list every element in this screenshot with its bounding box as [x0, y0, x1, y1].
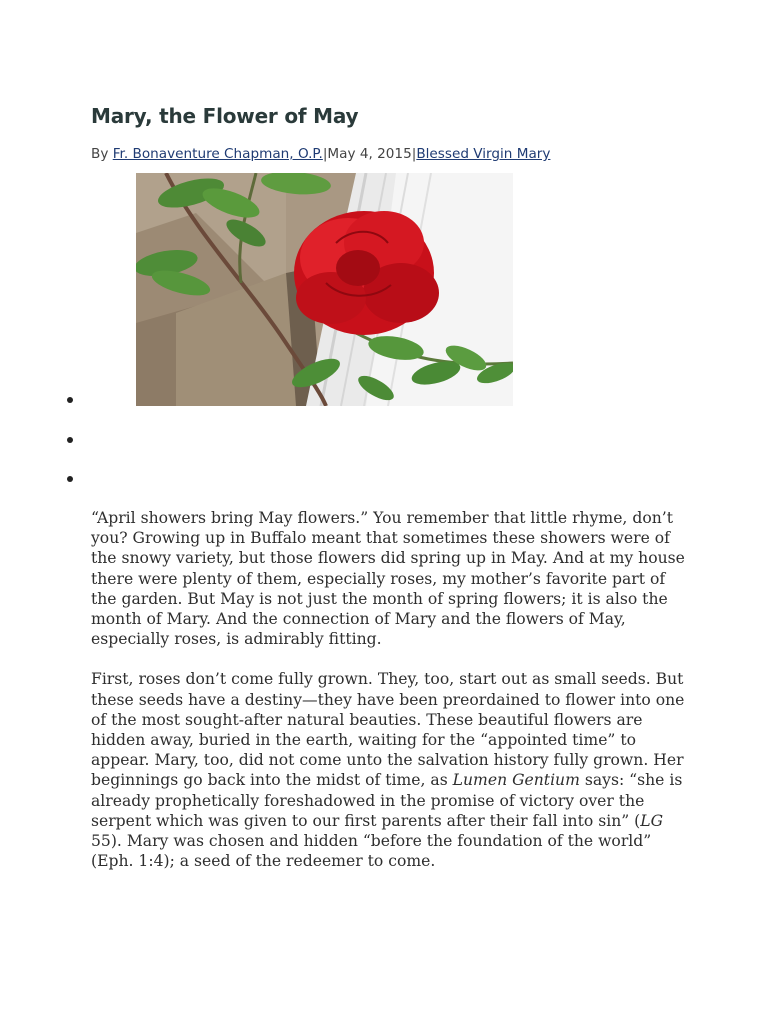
share-item[interactable]	[60, 428, 100, 468]
byline	[91, 146, 550, 162]
byline-separator: |	[411, 146, 417, 162]
share-item[interactable]	[60, 388, 100, 428]
paragraph	[91, 669, 691, 871]
article-body	[91, 508, 691, 891]
bullet-marker	[67, 397, 73, 403]
share-item[interactable]	[60, 467, 100, 507]
italic-citation: LG	[640, 811, 664, 830]
byline-prefix: By	[91, 146, 113, 162]
paragraph: “April showers bring May flowers.” You remember that little rhyme, don’t you? Growing up in Buffalo meant that sometimes these showers were of the snowy variety, but those flowers did spring up in May. And at my house there were plenty of them, especially roses, my mother’s favorite part of the garden. But May is not just the month of spring flowers; it is also the month of Mary. And the connection of Mary and the flowers of May, especially roses, is admirably fitting.	[91, 509, 685, 649]
author-link[interactable]: Fr. Bonaventure Chapman, O.P.	[112, 146, 323, 162]
byline-separator: |	[322, 146, 328, 162]
bullet-marker	[67, 476, 73, 482]
rose-photo	[136, 173, 513, 406]
italic-citation: Lumen Gentium	[452, 771, 580, 790]
post-date: May 4, 2015	[327, 146, 412, 162]
share-list	[60, 388, 100, 507]
bullet-marker	[67, 437, 73, 443]
text-run: says: “she is already prophetically foreshadowed in the promise of victory over the serpent which was given to our first parents after their fall into sin” (	[91, 771, 683, 830]
text-run: First, roses don’t come fully grown. They, too, start out as small seeds. But these seeds have a destiny—they have been preordained to flower into one of the most sought-after natural beauties. These beautiful flowers are hidden away, buried in the earth, waiting for the “appointed time” to appear. Mary, too, did not come unto the salvation history fully grown. Her beginnings go back into the midst of time, as	[91, 670, 685, 790]
category-link[interactable]: Blessed Virgin Mary	[416, 146, 551, 162]
text-run: 55). Mary was chosen and hidden “before the foundation of the world” (Eph. 1:4); a seed of the redeemer to come.	[91, 832, 652, 871]
article-title: Mary, the Flower of May	[91, 104, 359, 128]
